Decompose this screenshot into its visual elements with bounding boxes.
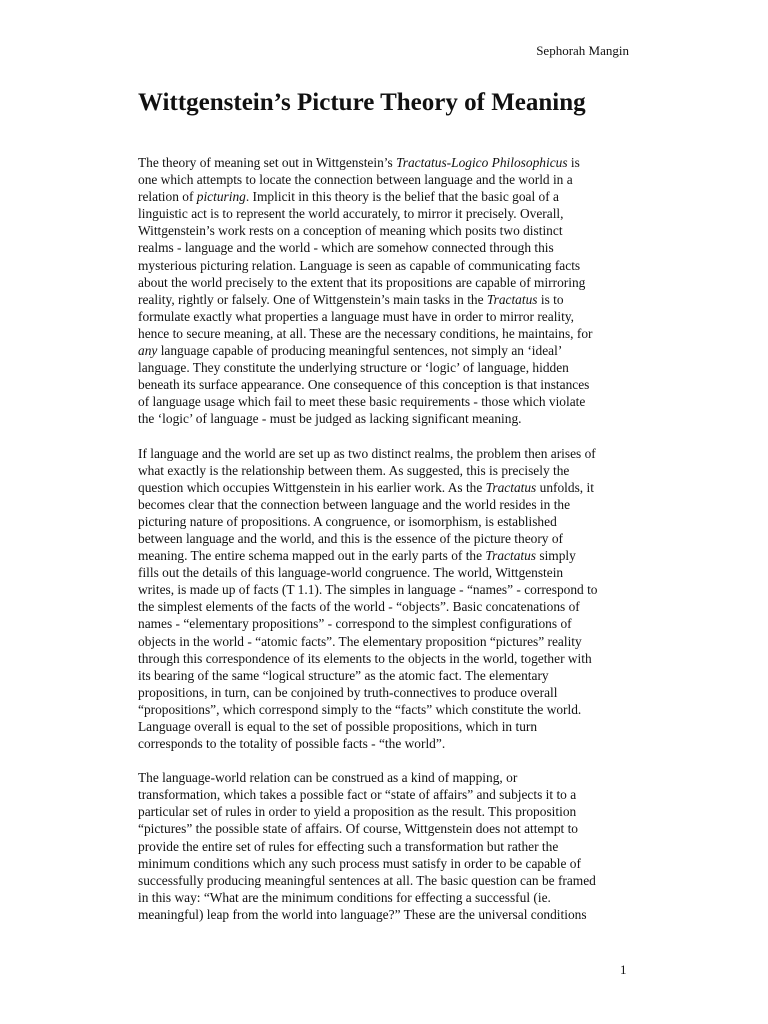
text-line: any language capable of producing meaningful sentences, not simply an ‘ideal’ <box>138 343 563 359</box>
text-line: “pictures” the possible state of affairs. Of course, Wittgenstein does not attempt to <box>138 821 578 837</box>
text-line: becomes clear that the connection between language and the world resides in the <box>138 496 571 512</box>
text-line: propositions, in turn, can be conjoined by truth-connectives to produce overall <box>138 684 558 700</box>
text-line: in this way: “What are the minimum conditions for effecting a successful (ie. <box>138 889 551 905</box>
text-line: linguistic act is to represent the world accurately, to mirror it precisely. Overall, <box>138 206 564 222</box>
text-line: its bearing of the same “logical structure” as the atomic fact. The elementary <box>138 667 549 683</box>
body-paragraph <box>138 445 630 753</box>
text-line: about the world precisely to the extent that its propositions are capable of mirroring <box>138 274 586 290</box>
text-line: meaningful) leap from the world into language?” These are the universal conditions <box>138 906 587 922</box>
text-line: meaning. The entire schema mapped out in the early parts of the Tractatus simply <box>138 548 576 564</box>
text-line: question which occupies Wittgenstein in his earlier work. As the Tractatus unfolds, it <box>138 479 594 495</box>
text-line: provide the entire set of rules for effecting such a transformation but rather the <box>138 838 559 854</box>
text-line: transformation, which takes a possible fact or “state of affairs” and subjects it to a <box>138 787 577 803</box>
text-line: the simplest elements of the facts of the world - “objects”. Basic concatenations of <box>138 599 580 615</box>
text-line: mysterious picturing relation. Language is seen as capable of communicating facts <box>138 257 581 273</box>
header-author: Sephorah Mangin <box>536 43 629 58</box>
text-line: The language-world relation can be construed as a kind of mapping, or <box>138 770 518 786</box>
text-line: what exactly is the relationship between them. As suggested, this is precisely the <box>138 462 570 478</box>
text-line: the ‘logic’ of language - must be judged as lacking significant meaning. <box>138 411 522 427</box>
text-line: hence to secure meaning, at all. These are the necessary conditions, he maintains, for <box>138 325 593 341</box>
text-line: relation of picturing. Implicit in this theory is the belief that the basic goal of a <box>138 189 559 205</box>
text-line: realms - language and the world - which are somehow connected through this <box>138 240 554 256</box>
body-paragraph <box>138 154 630 428</box>
text-line: minimum conditions which any such process must satisfy in order to be capable of <box>138 855 581 871</box>
text-line: corresponds to the totality of possible facts - “the world”. <box>138 736 446 752</box>
text-line: one which attempts to locate the connection between language and the world in a <box>138 172 573 188</box>
text-line: fills out the details of this language-world congruence. The world, Wittgenstein <box>138 565 564 581</box>
text-line: objects in the world - “atomic facts”. The elementary proposition “pictures” reality <box>138 633 582 649</box>
text-line: “propositions”, which correspond simply to the “facts” which constitute the world. <box>138 701 582 717</box>
text-line: The theory of meaning set out in Wittgenstein’s Tractatus-Logico Philosophicus is <box>138 155 580 170</box>
text-line: through this correspondence of its elements to the objects in the world, together with <box>138 650 592 666</box>
text-line: successfully producing meaningful sentences at all. The basic question can be framed <box>138 872 596 888</box>
text-line: particular set of rules in order to yield a proposition as the result. This proposition <box>138 804 577 820</box>
text-line: names - “elementary propositions” - correspond to the simplest configurations of <box>138 616 572 632</box>
text-line: Wittgenstein’s work rests on a conception of meaning which posits two distinct <box>138 223 563 239</box>
text-line: formulate exactly what properties a language must have in order to mirror reality, <box>138 308 575 324</box>
page-number: 1 <box>620 962 627 977</box>
text-line: between language and the world, and this is the essence of the picture theory of <box>138 530 564 546</box>
text-line: If language and the world are set up as two distinct realms, the problem then arises of <box>138 445 596 461</box>
text-line: of language usage which fail to meet these basic requirements - those which violate <box>138 394 586 410</box>
text-line: language. They constitute the underlying structure or ‘logic’ of language, hidden <box>138 360 569 376</box>
document-body <box>138 154 630 923</box>
text-line: beneath its surface appearance. One consequence of this conception is that instances <box>138 377 590 393</box>
text-line: Language overall is equal to the set of possible propositions, which in turn <box>138 719 538 734</box>
text-line: picturing nature of propositions. A congruence, or isomorphism, is established <box>138 513 557 529</box>
text-line: reality, rightly or falsely. One of Wittgenstein’s main tasks in the Tractatus is to <box>138 291 564 307</box>
text-line: writes, is made up of facts (T 1.1). The simples in language - “names” - correspond to <box>138 582 598 598</box>
document-title: Wittgenstein’s Picture Theory of Meaning <box>138 89 586 116</box>
body-paragraph <box>138 769 630 923</box>
